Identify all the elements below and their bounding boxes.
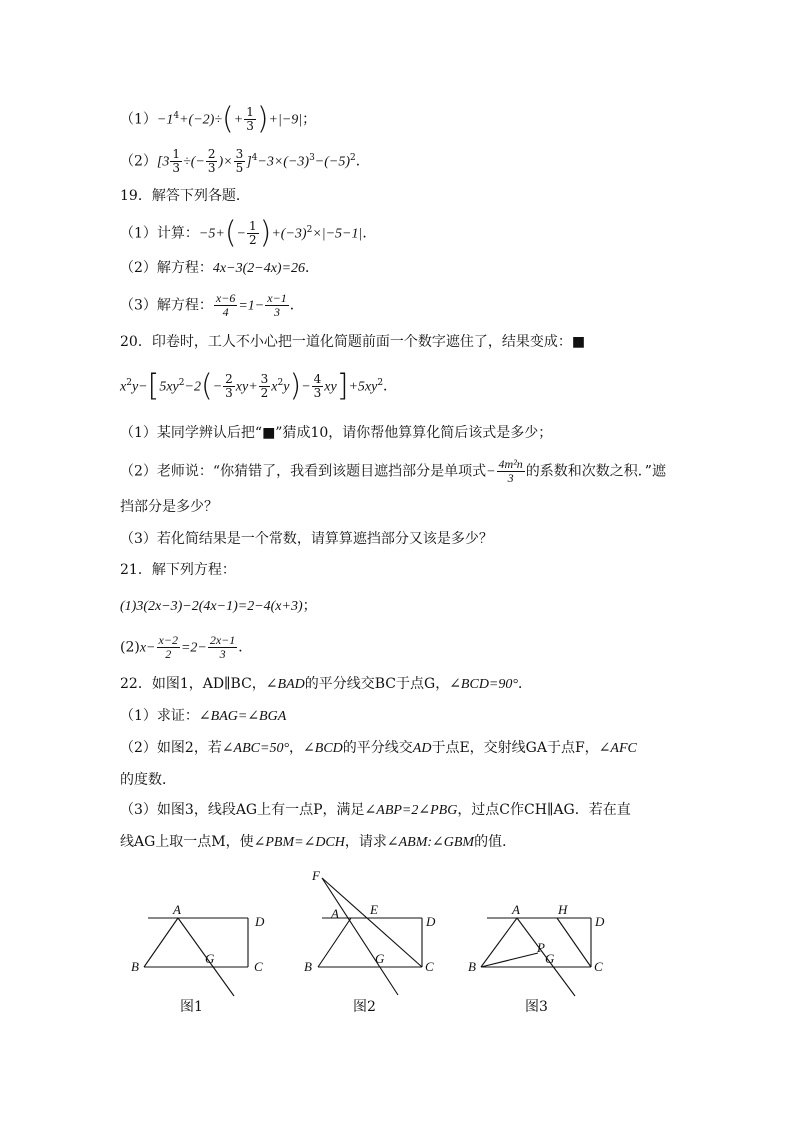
q21-p1-end: ； bbox=[302, 598, 317, 614]
paren-open: ( bbox=[222, 101, 234, 137]
math: ∠BCD bbox=[303, 741, 343, 756]
line-fc bbox=[322, 878, 422, 967]
math: ∠AFC bbox=[598, 741, 637, 756]
sup: 2 bbox=[306, 225, 313, 235]
label-a: A bbox=[173, 902, 181, 917]
q21-p1-expr: (1)3(2x−3)−2(4x−1)=2−4(x+3) bbox=[120, 599, 303, 614]
frac-num: 3 bbox=[235, 147, 244, 162]
label-a: A bbox=[512, 902, 520, 917]
expr: =2− bbox=[180, 640, 207, 656]
sup: 2 bbox=[277, 378, 284, 388]
q18-p1-expr-c: +|−9| bbox=[268, 112, 303, 128]
q19-p2-end: ． bbox=[305, 260, 320, 276]
frac-num: 2 bbox=[207, 147, 216, 162]
q20-p2-text: （2）老师说：“你猜错了，我看到该题目遮挡部分是单项式 bbox=[120, 463, 487, 480]
label-d: D bbox=[595, 914, 605, 929]
text: ，请求 bbox=[344, 834, 387, 850]
q19-title: 19．解答下列各题． bbox=[120, 188, 250, 204]
frac-den: 2 bbox=[165, 647, 172, 661]
q19-p3-end: ． bbox=[289, 297, 304, 314]
q18-p1-sign: + bbox=[233, 112, 244, 128]
paren-close: ) bbox=[259, 215, 272, 251]
q18-p2-expr-f: −(−5) bbox=[314, 154, 351, 170]
label-g: G bbox=[375, 951, 385, 966]
q18-p1-label: （1） bbox=[120, 111, 157, 128]
q19-p3-expr-mid: =1− bbox=[238, 298, 265, 314]
expr: xy+ bbox=[235, 379, 258, 395]
label-c: C bbox=[425, 959, 434, 974]
text: ，过点C作CH∥AG．若在直 bbox=[457, 802, 631, 818]
text: 的平分线交 bbox=[342, 740, 413, 756]
sup: 2 bbox=[377, 378, 384, 388]
paren-open: ( bbox=[224, 215, 237, 251]
frac-den: 2 bbox=[249, 233, 257, 248]
math: ∠ABC=50° bbox=[221, 741, 290, 756]
figure-2 bbox=[318, 878, 422, 995]
q18-p2-label: （2） bbox=[120, 153, 157, 170]
q18-p2-expr-b: ÷(− bbox=[183, 154, 205, 170]
bracket-close: ] bbox=[336, 368, 349, 404]
line-ab bbox=[318, 918, 351, 967]
frac-den: 3 bbox=[246, 119, 254, 134]
frac-den: 3 bbox=[313, 386, 322, 401]
frac-num: x−1 bbox=[267, 291, 287, 305]
line-ch bbox=[557, 918, 591, 967]
minus-sign: − bbox=[212, 379, 223, 395]
text: （2）如图2，若 bbox=[120, 740, 222, 756]
frac-num: x−6 bbox=[215, 291, 236, 305]
frac-den: 3 bbox=[507, 471, 514, 485]
label-g: G bbox=[205, 951, 215, 966]
frac-num: x−2 bbox=[158, 633, 178, 647]
q20-part2-cont: 挡部分是多少？ bbox=[120, 499, 218, 515]
math: ∠ABM:∠GBM bbox=[386, 835, 475, 850]
expr: x bbox=[120, 379, 127, 395]
q18-p2-expr-d: ] bbox=[246, 154, 252, 170]
expr: x bbox=[271, 379, 278, 395]
q19-p1-label: （1）计算： bbox=[120, 225, 199, 242]
frac-num: 1 bbox=[246, 105, 254, 120]
sup: 2 bbox=[350, 153, 356, 163]
text: （1）求证： bbox=[120, 708, 199, 724]
q18-p1-sup: 4 bbox=[173, 111, 180, 121]
frac-den: 3 bbox=[225, 386, 233, 401]
expr: y− bbox=[131, 379, 148, 395]
label-e: E bbox=[370, 902, 378, 917]
q19-p1-expr-b: +(−3) bbox=[271, 226, 307, 242]
frac-num: 1 bbox=[249, 219, 257, 234]
figure-3 bbox=[481, 918, 591, 996]
text: 的值． bbox=[474, 834, 517, 850]
math: ∠BAD bbox=[265, 677, 305, 692]
q19-p1-end: ． bbox=[362, 225, 377, 242]
frac-num: 2x−1 bbox=[209, 633, 236, 647]
math: ∠PBM=∠DCH bbox=[253, 835, 345, 850]
text: （3）如图3，线段AG上有一点P，满足 bbox=[120, 802, 365, 818]
q20-part1: （1）某同学辨认后把“■”猜成10，请你帮他算算化简后该式是多少； bbox=[120, 425, 553, 441]
minus-sign: − bbox=[486, 464, 496, 480]
text: 线AG上取一点M，使 bbox=[120, 834, 254, 850]
frac-den: 4 bbox=[222, 305, 229, 319]
q19-p3-label: （3）解方程： bbox=[120, 297, 213, 314]
expr: − bbox=[301, 379, 311, 395]
sup: 3 bbox=[309, 153, 315, 163]
paren-close: ) bbox=[256, 101, 269, 137]
frac-den: 2 bbox=[260, 386, 269, 401]
q19-p1-expr-c: ×|−5−1| bbox=[312, 226, 363, 242]
label-c: C bbox=[594, 959, 603, 974]
label-b: B bbox=[304, 959, 312, 974]
text: 22．如图1，AD∥BC， bbox=[120, 676, 266, 692]
q20-title: 20．印卷时，工人不小心把一道化简题前面一个数字遮住了，结果变成：■ bbox=[120, 334, 586, 350]
expr: x− bbox=[139, 640, 156, 656]
q19-p2-expr: 4x−3(2−4x)=26 bbox=[212, 261, 306, 276]
expr: 5xy bbox=[159, 379, 179, 395]
minus-sign: − bbox=[236, 226, 246, 242]
q20-part3: （3）若化简结果是一个常数，请算算遮挡部分又该是多少？ bbox=[120, 531, 493, 547]
sup: 2 bbox=[126, 378, 132, 388]
label-h: H bbox=[558, 902, 568, 917]
label-g: G bbox=[545, 951, 555, 966]
q18-p2-expr-c: )× bbox=[218, 154, 233, 170]
bracket-open: [ bbox=[147, 368, 160, 404]
text: ， bbox=[289, 740, 304, 756]
label-c: C bbox=[254, 959, 263, 974]
paren-open: ( bbox=[200, 368, 213, 404]
math: ∠ABP=2∠PBG bbox=[364, 803, 458, 818]
q18-p1-expr-b: +(−2)÷ bbox=[179, 112, 223, 128]
expr: xy bbox=[324, 379, 337, 395]
text: ． bbox=[517, 676, 532, 692]
frac-num: 4m²n bbox=[498, 457, 523, 471]
q19-p2-label: （2）解方程： bbox=[120, 260, 213, 276]
line-fg-ray bbox=[322, 878, 398, 995]
expr: +5xy bbox=[348, 379, 378, 395]
q18-p2-expr-e: −3×(−3) bbox=[257, 154, 310, 170]
figure-1 bbox=[144, 918, 248, 996]
label-a: A bbox=[331, 906, 339, 921]
q21-title: 21．解下列方程： bbox=[120, 562, 236, 578]
label-d: D bbox=[255, 914, 265, 929]
label-b: B bbox=[131, 959, 139, 974]
line-ab bbox=[144, 918, 178, 967]
expr: −2 bbox=[184, 379, 201, 395]
sup: 2 bbox=[178, 378, 185, 388]
frac-den: 3 bbox=[273, 305, 280, 319]
frac-num: 4 bbox=[313, 372, 322, 387]
frac-den: 5 bbox=[235, 161, 244, 176]
figure-2-caption: 图2 bbox=[353, 999, 376, 1015]
frac-num: 3 bbox=[260, 372, 269, 387]
q18-p1-end: ； bbox=[302, 111, 317, 128]
q18-p1-expr: −1 bbox=[156, 112, 174, 128]
math: ∠BCD=90° bbox=[449, 677, 518, 692]
math: AD bbox=[412, 741, 432, 756]
frac-num: 2 bbox=[225, 372, 233, 387]
math: ∠BAG=∠BGA bbox=[198, 709, 287, 724]
sup: 4 bbox=[251, 153, 258, 163]
q19-p1-expr-a: −5+ bbox=[198, 226, 225, 242]
expr-end: ． bbox=[383, 378, 398, 395]
frac-den: 3 bbox=[219, 647, 226, 661]
q21-p2-end: ． bbox=[238, 639, 253, 656]
figure-3-caption: 图3 bbox=[525, 999, 548, 1015]
q22-part2-cont: 的度数． bbox=[120, 772, 176, 788]
q18-p2-end: ． bbox=[355, 153, 370, 170]
q18-p2-expr-a: [3 bbox=[156, 154, 170, 170]
label-p: P bbox=[537, 940, 545, 955]
paren-close: ) bbox=[289, 368, 302, 404]
text: 的平分线交BC于点G， bbox=[304, 676, 450, 692]
expr: y bbox=[283, 379, 290, 395]
label-b: B bbox=[468, 959, 476, 974]
frac-den: 3 bbox=[207, 161, 216, 176]
figure-1-caption: 图1 bbox=[180, 999, 203, 1015]
frac-den: 3 bbox=[172, 161, 181, 176]
frac-num: 1 bbox=[172, 147, 181, 162]
text: 于点E，交射线GA于点F， bbox=[431, 740, 599, 756]
label-f: F bbox=[312, 868, 320, 883]
label-d: D bbox=[426, 914, 436, 929]
q20-p2-text-b: 的系数和次数之积．”遮 bbox=[525, 463, 666, 480]
q21-p2-label: (2) bbox=[120, 639, 140, 656]
